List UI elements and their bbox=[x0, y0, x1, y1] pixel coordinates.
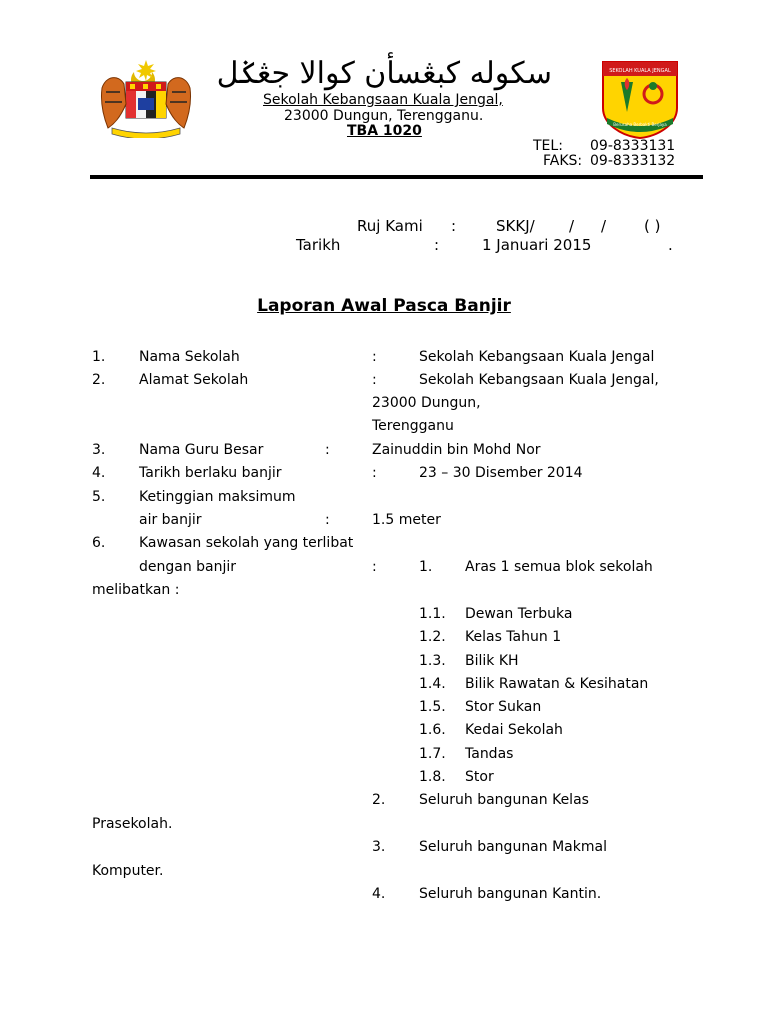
report-title: Laporan Awal Pasca Banjir bbox=[257, 296, 511, 316]
sub-area-number: 1.6. bbox=[419, 722, 446, 738]
item-number: 3. bbox=[92, 442, 106, 458]
ruj-kami-label: Ruj Kami bbox=[357, 217, 423, 235]
item-colon: : bbox=[372, 559, 377, 575]
item-value-line-2: 23000 Dungun, bbox=[372, 395, 481, 411]
sub-area-text: Kedai Sekolah bbox=[465, 722, 563, 738]
area-text: Seluruh bangunan Kantin. bbox=[419, 886, 602, 902]
item-number: 4. bbox=[92, 465, 106, 481]
item-number: 5. bbox=[92, 489, 106, 505]
item-label-line-2: dengan banjir bbox=[139, 559, 237, 575]
area-number: 3. bbox=[372, 839, 386, 855]
coat-of-arms-icon bbox=[96, 58, 196, 138]
sub-area-number: 1.4. bbox=[419, 676, 446, 692]
sub-area-text: Kelas Tahun 1 bbox=[465, 629, 562, 645]
area-text: Aras 1 semua blok sekolah bbox=[465, 559, 653, 575]
item-label: Kawasan sekolah yang terlibat bbox=[139, 535, 354, 551]
sub-area-text: Dewan Terbuka bbox=[465, 606, 573, 622]
sub-area-number: 1.7. bbox=[419, 746, 446, 762]
sub-area-text: Bilik KH bbox=[465, 653, 519, 669]
item-value: 1.5 meter bbox=[372, 512, 441, 528]
item-number: 1. bbox=[92, 349, 106, 365]
item-colon: : bbox=[372, 465, 377, 481]
ruj-kami-paren: ( ) bbox=[644, 217, 661, 235]
sub-area-number: 1.3. bbox=[419, 653, 446, 669]
ruj-kami-slash-1: / bbox=[569, 217, 575, 235]
ruj-kami-slash-2: / bbox=[601, 217, 607, 235]
sub-area-text: Stor Sukan bbox=[465, 699, 542, 715]
tel-number: 09-8333131 bbox=[590, 138, 676, 154]
item-label: Nama Guru Besar bbox=[139, 442, 264, 458]
item-value: Sekolah Kebangsaan Kuala Jengal, bbox=[419, 372, 659, 388]
school-name: Sekolah Kebangsaan Kuala Jengal, bbox=[263, 92, 503, 108]
area-number: 1. bbox=[419, 559, 433, 575]
item-label: Alamat Sekolah bbox=[139, 372, 249, 388]
school-code: TBA 1020 bbox=[347, 123, 422, 139]
tarikh-value: 1 Januari 2015 bbox=[482, 236, 592, 254]
item-colon: : bbox=[325, 512, 330, 528]
item-label-line-2: air banjir bbox=[139, 512, 202, 528]
sub-area-text: Stor bbox=[465, 769, 494, 785]
item-label: Ketinggian maksimum bbox=[139, 489, 296, 505]
sub-area-text: Tandas bbox=[465, 746, 514, 762]
sub-area-text: Bilik Rawatan & Kesihatan bbox=[465, 676, 649, 692]
header-rule bbox=[90, 175, 703, 179]
fax-number: 09-8333132 bbox=[590, 153, 676, 169]
school-address: 23000 Dungun, Terengganu. bbox=[284, 108, 484, 124]
item-value: Zainuddin bin Mohd Nor bbox=[372, 442, 541, 458]
tarikh-label: Tarikh bbox=[296, 236, 341, 254]
crest-banner: Berusaha Berbakti Berjaya bbox=[613, 122, 667, 127]
jawi-school-name: سكوله كبڠسأن كوالا جڠݢل bbox=[216, 56, 552, 91]
area-number: 2. bbox=[372, 792, 386, 808]
area-number: 4. bbox=[372, 886, 386, 902]
item-colon: : bbox=[372, 349, 377, 365]
item-value: Sekolah Kebangsaan Kuala Jengal bbox=[419, 349, 655, 365]
area-text: Seluruh bangunan Makmal bbox=[419, 839, 607, 855]
item-number: 2. bbox=[92, 372, 106, 388]
tel-label: TEL: bbox=[533, 138, 563, 154]
school-crest-icon bbox=[601, 60, 679, 140]
area-text-continued: Prasekolah. bbox=[92, 816, 173, 832]
ruj-kami-value: SKKJ/ bbox=[496, 217, 535, 235]
fax-label: FAKS: bbox=[543, 153, 583, 169]
ruj-kami-colon: : bbox=[451, 217, 457, 235]
item-colon: : bbox=[325, 442, 330, 458]
item-label: Tarikh berlaku banjir bbox=[139, 465, 282, 481]
item-value: 23 – 30 Disember 2014 bbox=[419, 465, 583, 481]
item-value-line-3: Terengganu bbox=[372, 418, 454, 434]
sub-area-number: 1.2. bbox=[419, 629, 446, 645]
tarikh-dot: . bbox=[668, 236, 673, 254]
crest-motto: SEKOLAH KUALA JENGAL bbox=[609, 68, 671, 74]
area-text-continued: Komputer. bbox=[92, 863, 164, 879]
item-label-line-3: melibatkan : bbox=[92, 582, 180, 598]
item-label: Nama Sekolah bbox=[139, 349, 240, 365]
sub-area-number: 1.5. bbox=[419, 699, 446, 715]
area-text: Seluruh bangunan Kelas bbox=[419, 792, 589, 808]
sub-area-number: 1.1. bbox=[419, 606, 446, 622]
tarikh-colon: : bbox=[434, 236, 440, 254]
item-colon: : bbox=[372, 372, 377, 388]
sub-area-number: 1.8. bbox=[419, 769, 446, 785]
item-number: 6. bbox=[92, 535, 106, 551]
